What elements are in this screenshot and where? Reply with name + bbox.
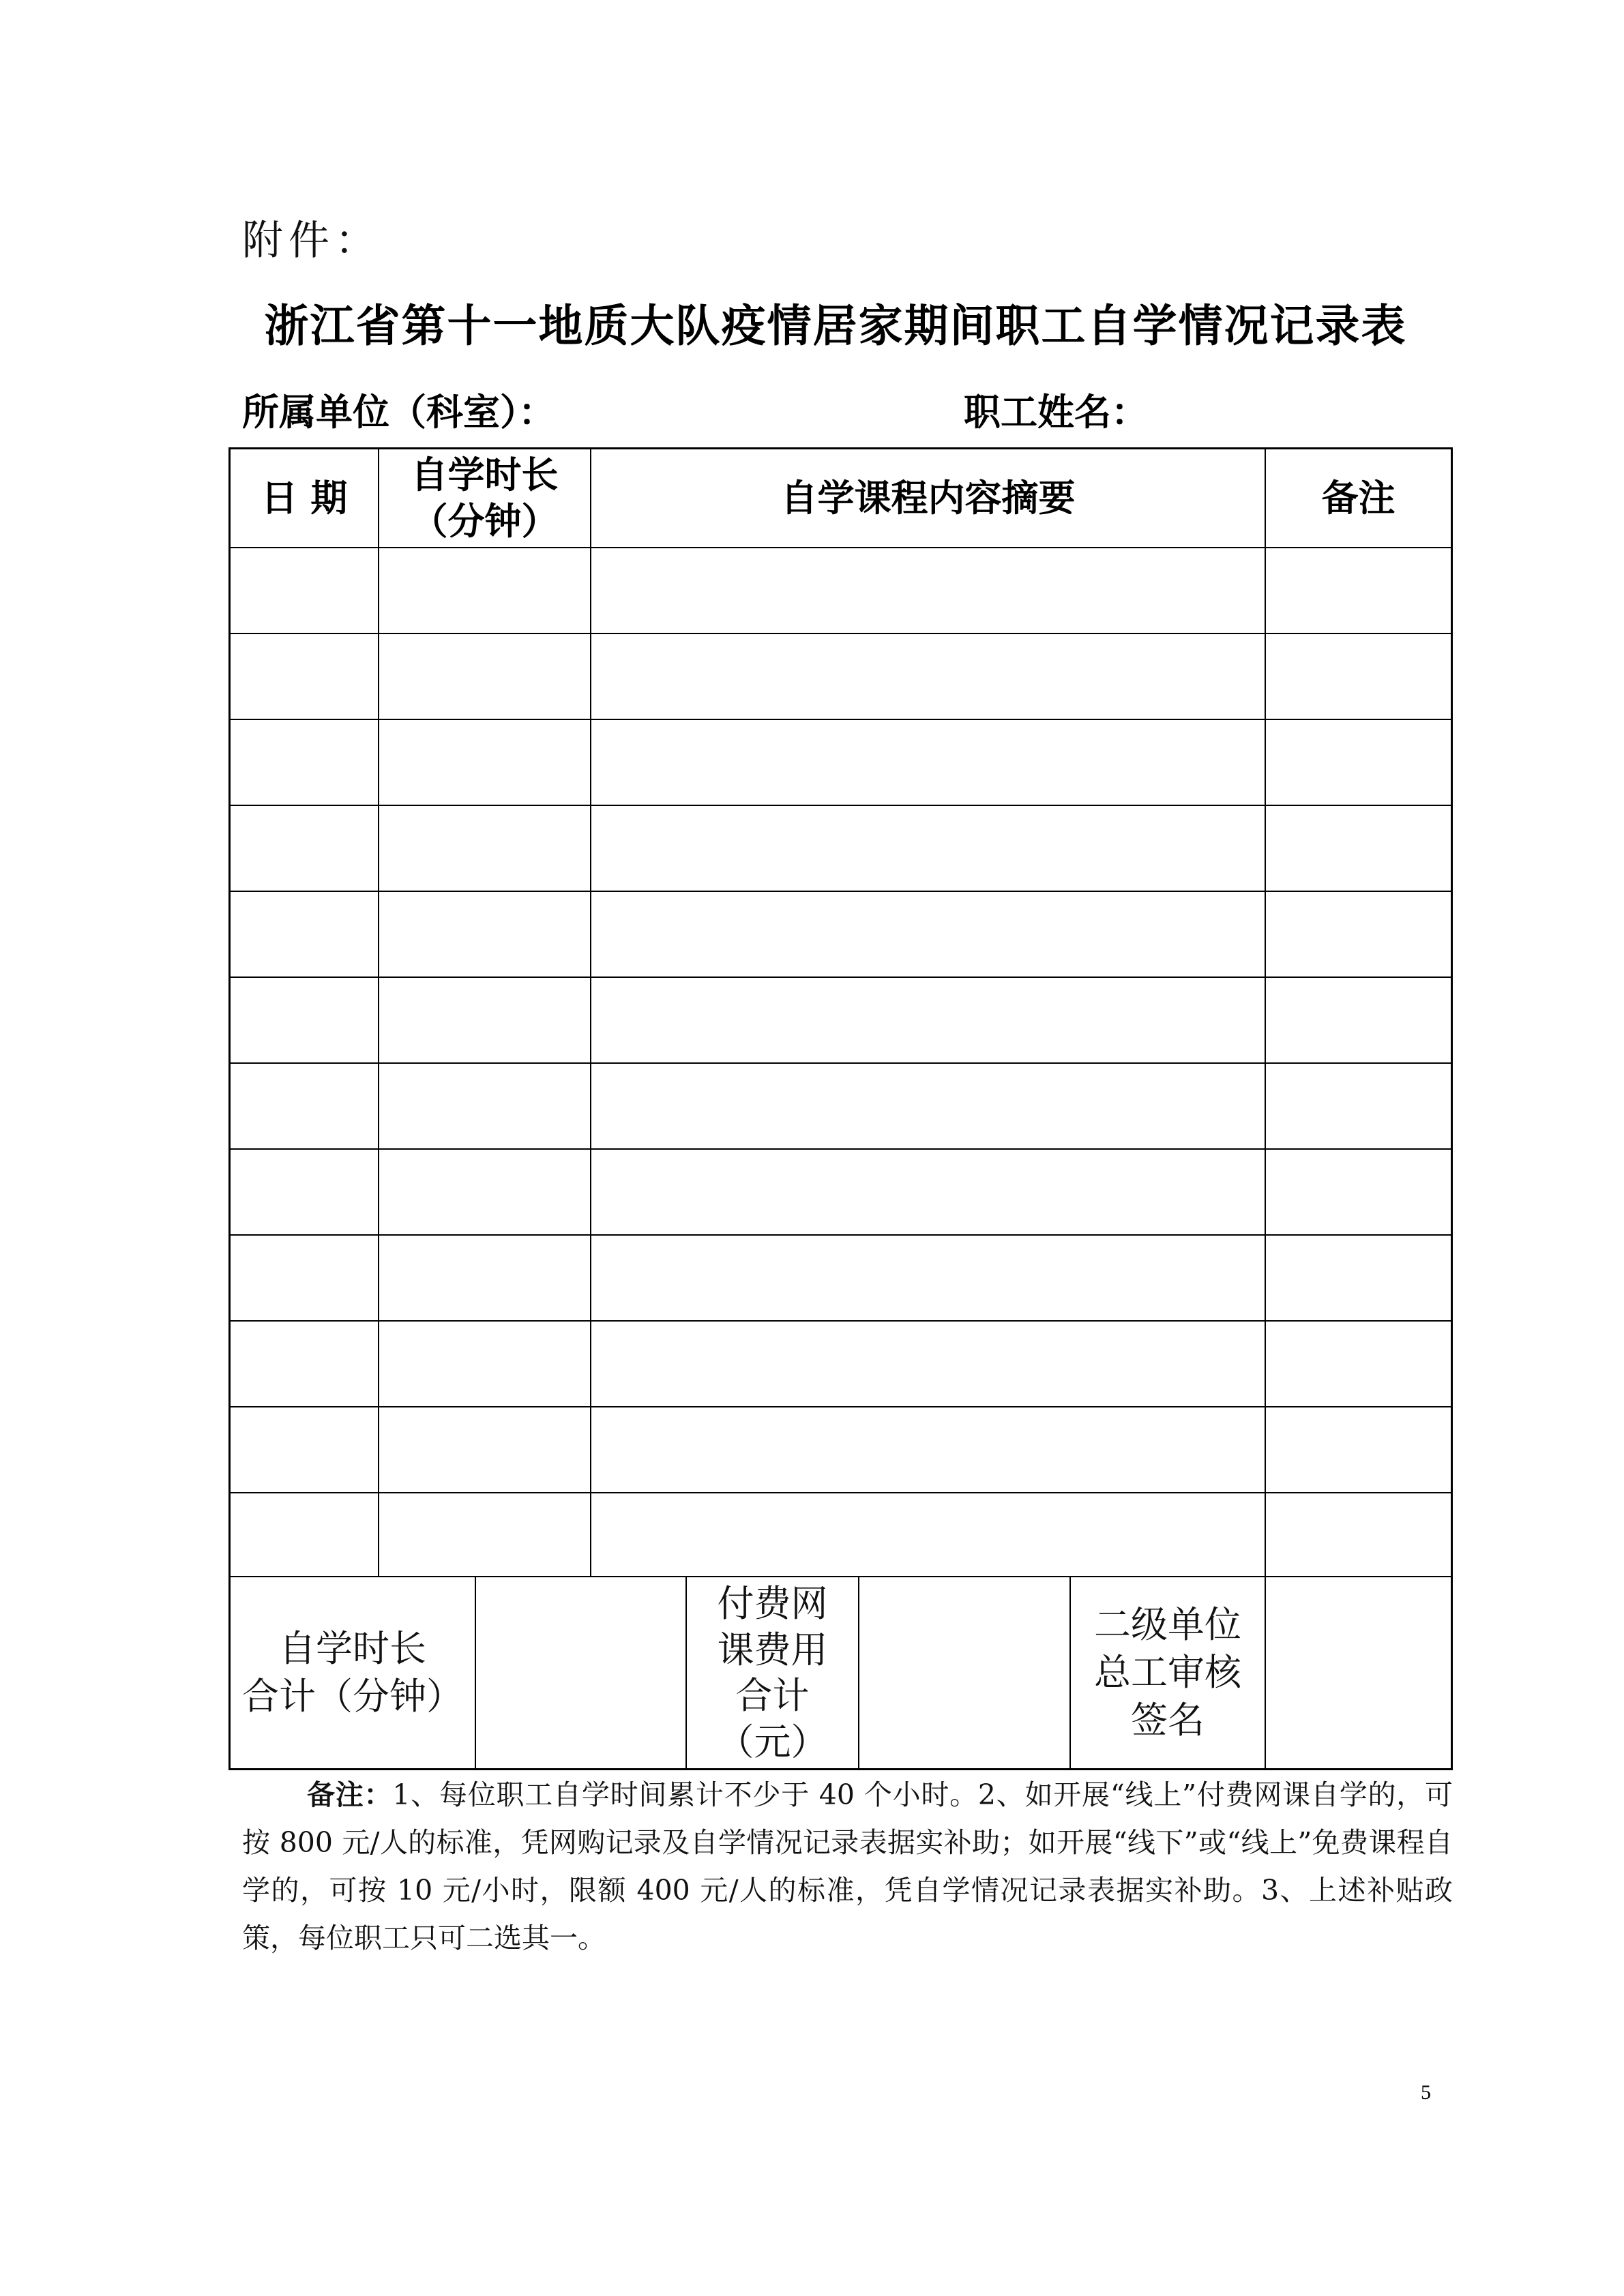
- attachment-label: 附件：: [242, 217, 381, 265]
- footer-course-fee-label: [687, 1577, 858, 1768]
- footer-fee-line1: 付费网: [717, 1582, 828, 1625]
- footer-course-fee-value[interactable]: [859, 1577, 1069, 1768]
- document-title: 浙江省第十一地质大队疫情居家期间职工自学情况记录表: [264, 301, 1407, 352]
- page-number: 5: [1421, 2081, 1431, 2104]
- notes-text: 1、每位职工自学时间累计不少于 40 个小时。2、如开展“线上”付费网课自学的，可按 800 元/人的标准，凭网购记录及自学情况记录表据实补助；如开展“线下”或“线上”免费课程自学的，可按 10 元/小时，限额 400 元/人的标准，凭自学情况记录表据实补助。3、上述补贴政策，每位职工只可二选其一。: [242, 1778, 1453, 1954]
- header-remark: 备注: [1321, 476, 1396, 520]
- employee-name-field-label: 职工姓名：: [964, 391, 1148, 434]
- header-course-summary: 自学课程内容摘要: [780, 476, 1076, 520]
- footer-total-duration-label: [231, 1577, 475, 1768]
- header-study-duration-line2: （分钟）: [411, 499, 559, 543]
- footer-total-duration-value[interactable]: [476, 1577, 685, 1768]
- footer-total-duration-line1: 自学时长: [279, 1626, 426, 1670]
- header-date: 日 期: [261, 476, 348, 520]
- footer-review-signature-label: [1071, 1577, 1265, 1768]
- header-study-duration-line1: 自学时长: [411, 453, 559, 496]
- footer-review-line1: 二级单位: [1094, 1602, 1241, 1646]
- study-record-table: [228, 447, 1453, 1770]
- header-study-duration: [379, 449, 590, 547]
- footer-total-duration-line2: 合计（分钟）: [242, 1675, 463, 1718]
- footer-review-signature-value[interactable]: [1266, 1577, 1451, 1768]
- footer-fee-line3: 合计: [735, 1674, 810, 1717]
- footer-review-line2: 总工审核: [1094, 1650, 1241, 1694]
- unit-field-label: 所属单位（科室）：: [242, 391, 555, 434]
- footer-fee-line2: 课费用: [717, 1628, 828, 1671]
- notes-label: 备注：: [307, 1778, 393, 1811]
- footer-fee-line4: （元）: [717, 1720, 828, 1763]
- footer-review-line3: 签名: [1131, 1699, 1205, 1742]
- notes-paragraph: [242, 1771, 1453, 1962]
